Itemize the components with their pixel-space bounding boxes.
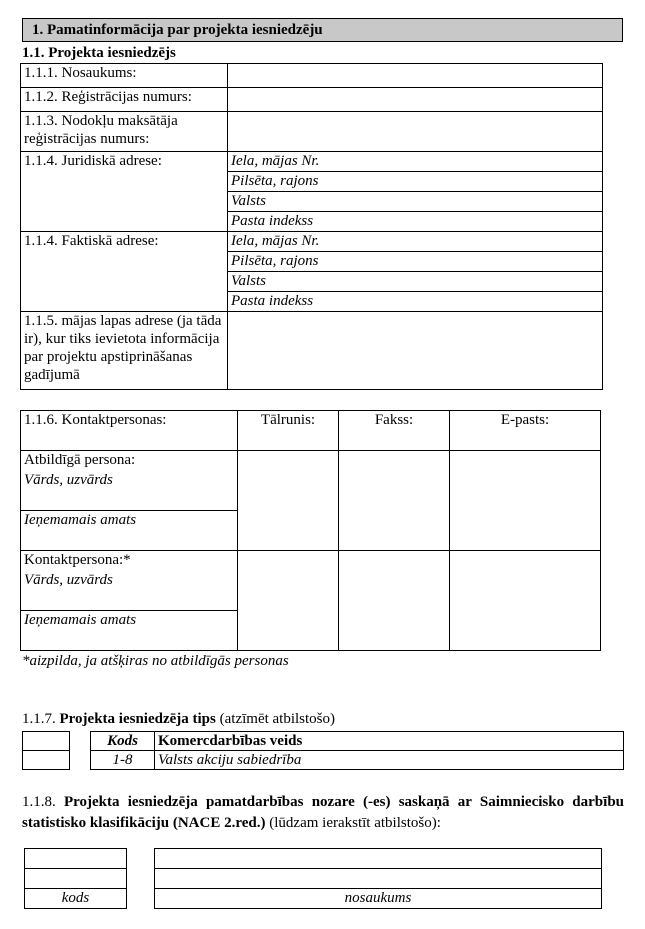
website-label: 1.1.5. mājas lapas adrese (ja tāda ir), kur tiks ievietota informācija par projektu apstiprināšanas gadījumā xyxy=(21,312,228,390)
contact-email[interactable] xyxy=(450,551,601,651)
type-checkbox[interactable] xyxy=(23,732,70,751)
applicant-table xyxy=(20,63,603,390)
actual-city-field[interactable]: Pilsēta, rajons xyxy=(228,252,603,272)
contact-position-field[interactable]: Ieņemamais amats xyxy=(21,611,238,651)
type-label-rest: (atzīmēt atbilstošo) xyxy=(219,711,336,727)
nace-code-input-2[interactable] xyxy=(25,869,127,889)
responsible-label: Atbildīgā persona: xyxy=(21,451,238,471)
nace-label-bold: Projekta iesniedzēja pamatdarbības nozare (-es) saskaņā ar Saimniecisko darbību statistisko klasifikāciju (NACE 2.red.) xyxy=(22,794,625,831)
actual-country-field[interactable]: Valsts xyxy=(228,272,603,292)
email-header: E-pasts: xyxy=(450,411,601,451)
responsible-fax[interactable] xyxy=(339,451,450,551)
nace-label-rest: (lūdzam ierakstīt atbilstošo): xyxy=(269,815,441,831)
nace-code-input-1[interactable] xyxy=(25,849,127,869)
nace-name-table xyxy=(154,848,602,909)
contact-name-field[interactable]: Vārds, uzvārds xyxy=(21,571,238,611)
reg-label: 1.1.2. Reģistrācijas numurs: xyxy=(21,88,228,112)
legal-city-field[interactable]: Pilsēta, rajons xyxy=(228,172,603,192)
type-label-bold: Projekta iesniedzēja tips xyxy=(59,711,216,727)
responsible-name-field[interactable]: Vārds, uzvārds xyxy=(21,471,238,511)
contacts-header-label: 1.1.6. Kontaktpersonas: xyxy=(21,411,238,451)
type-label-num: 1.1.7. xyxy=(22,711,56,727)
section-title: 1. Pamatinformācija par projekta iesniedzēju xyxy=(22,18,623,42)
responsible-email[interactable] xyxy=(450,451,601,551)
contacts-table xyxy=(20,410,601,651)
contact-label: Kontaktpersona:* xyxy=(21,551,238,571)
reg-input[interactable] xyxy=(228,88,603,112)
applicant-heading: 1.1. Projekta iesniedzējs xyxy=(22,45,176,61)
responsible-position-field[interactable]: Ieņemamais amats xyxy=(21,511,238,551)
contact-phone[interactable] xyxy=(238,551,339,651)
legal-address-label: 1.1.4. Juridiskā adrese: xyxy=(21,152,228,232)
contact-fax[interactable] xyxy=(339,551,450,651)
actual-postcode-field[interactable]: Pasta indekss xyxy=(228,292,603,312)
type-checkbox-table xyxy=(22,731,70,770)
name-input[interactable] xyxy=(228,64,603,88)
type-section-label xyxy=(22,711,335,728)
name-label: 1.1.1. Nosaukums: xyxy=(21,64,228,88)
actual-address-label: 1.1.4. Faktiskā adrese: xyxy=(21,232,228,312)
nace-name-input-1[interactable] xyxy=(155,849,602,869)
nace-code-table xyxy=(24,848,127,909)
legal-postcode-field[interactable]: Pasta indekss xyxy=(228,212,603,232)
tax-input[interactable] xyxy=(228,112,603,152)
fax-header: Fakss: xyxy=(339,411,450,451)
contacts-footnote: *aizpilda, ja atšķiras no atbildīgās personas xyxy=(22,653,289,669)
actual-street-field[interactable]: Iela, mājas Nr. xyxy=(228,232,603,252)
legal-street-field[interactable]: Iela, mājas Nr. xyxy=(228,152,603,172)
nace-section-label xyxy=(22,792,624,834)
legal-country-field[interactable]: Valsts xyxy=(228,192,603,212)
phone-header: Tālrunis: xyxy=(238,411,339,451)
type-code-header: Kods xyxy=(91,732,155,751)
nace-name-input-2[interactable] xyxy=(155,869,602,889)
tax-label: 1.1.3. Nodokļu maksātāja reģistrācijas numurs: xyxy=(21,112,228,152)
type-code-cell: 1-8 xyxy=(91,751,155,770)
nace-code-caption: kods xyxy=(25,889,127,909)
type-table xyxy=(90,731,624,770)
type-checkbox-2[interactable] xyxy=(23,751,70,770)
nace-label-num: 1.1.8. xyxy=(22,794,56,810)
nace-name-caption: nosaukums xyxy=(155,889,602,909)
website-input[interactable] xyxy=(228,312,603,390)
type-activity-cell: Valsts akciju sabiedrība xyxy=(155,751,624,770)
type-activity-header: Komercdarbības veids xyxy=(155,732,624,751)
responsible-phone[interactable] xyxy=(238,451,339,551)
